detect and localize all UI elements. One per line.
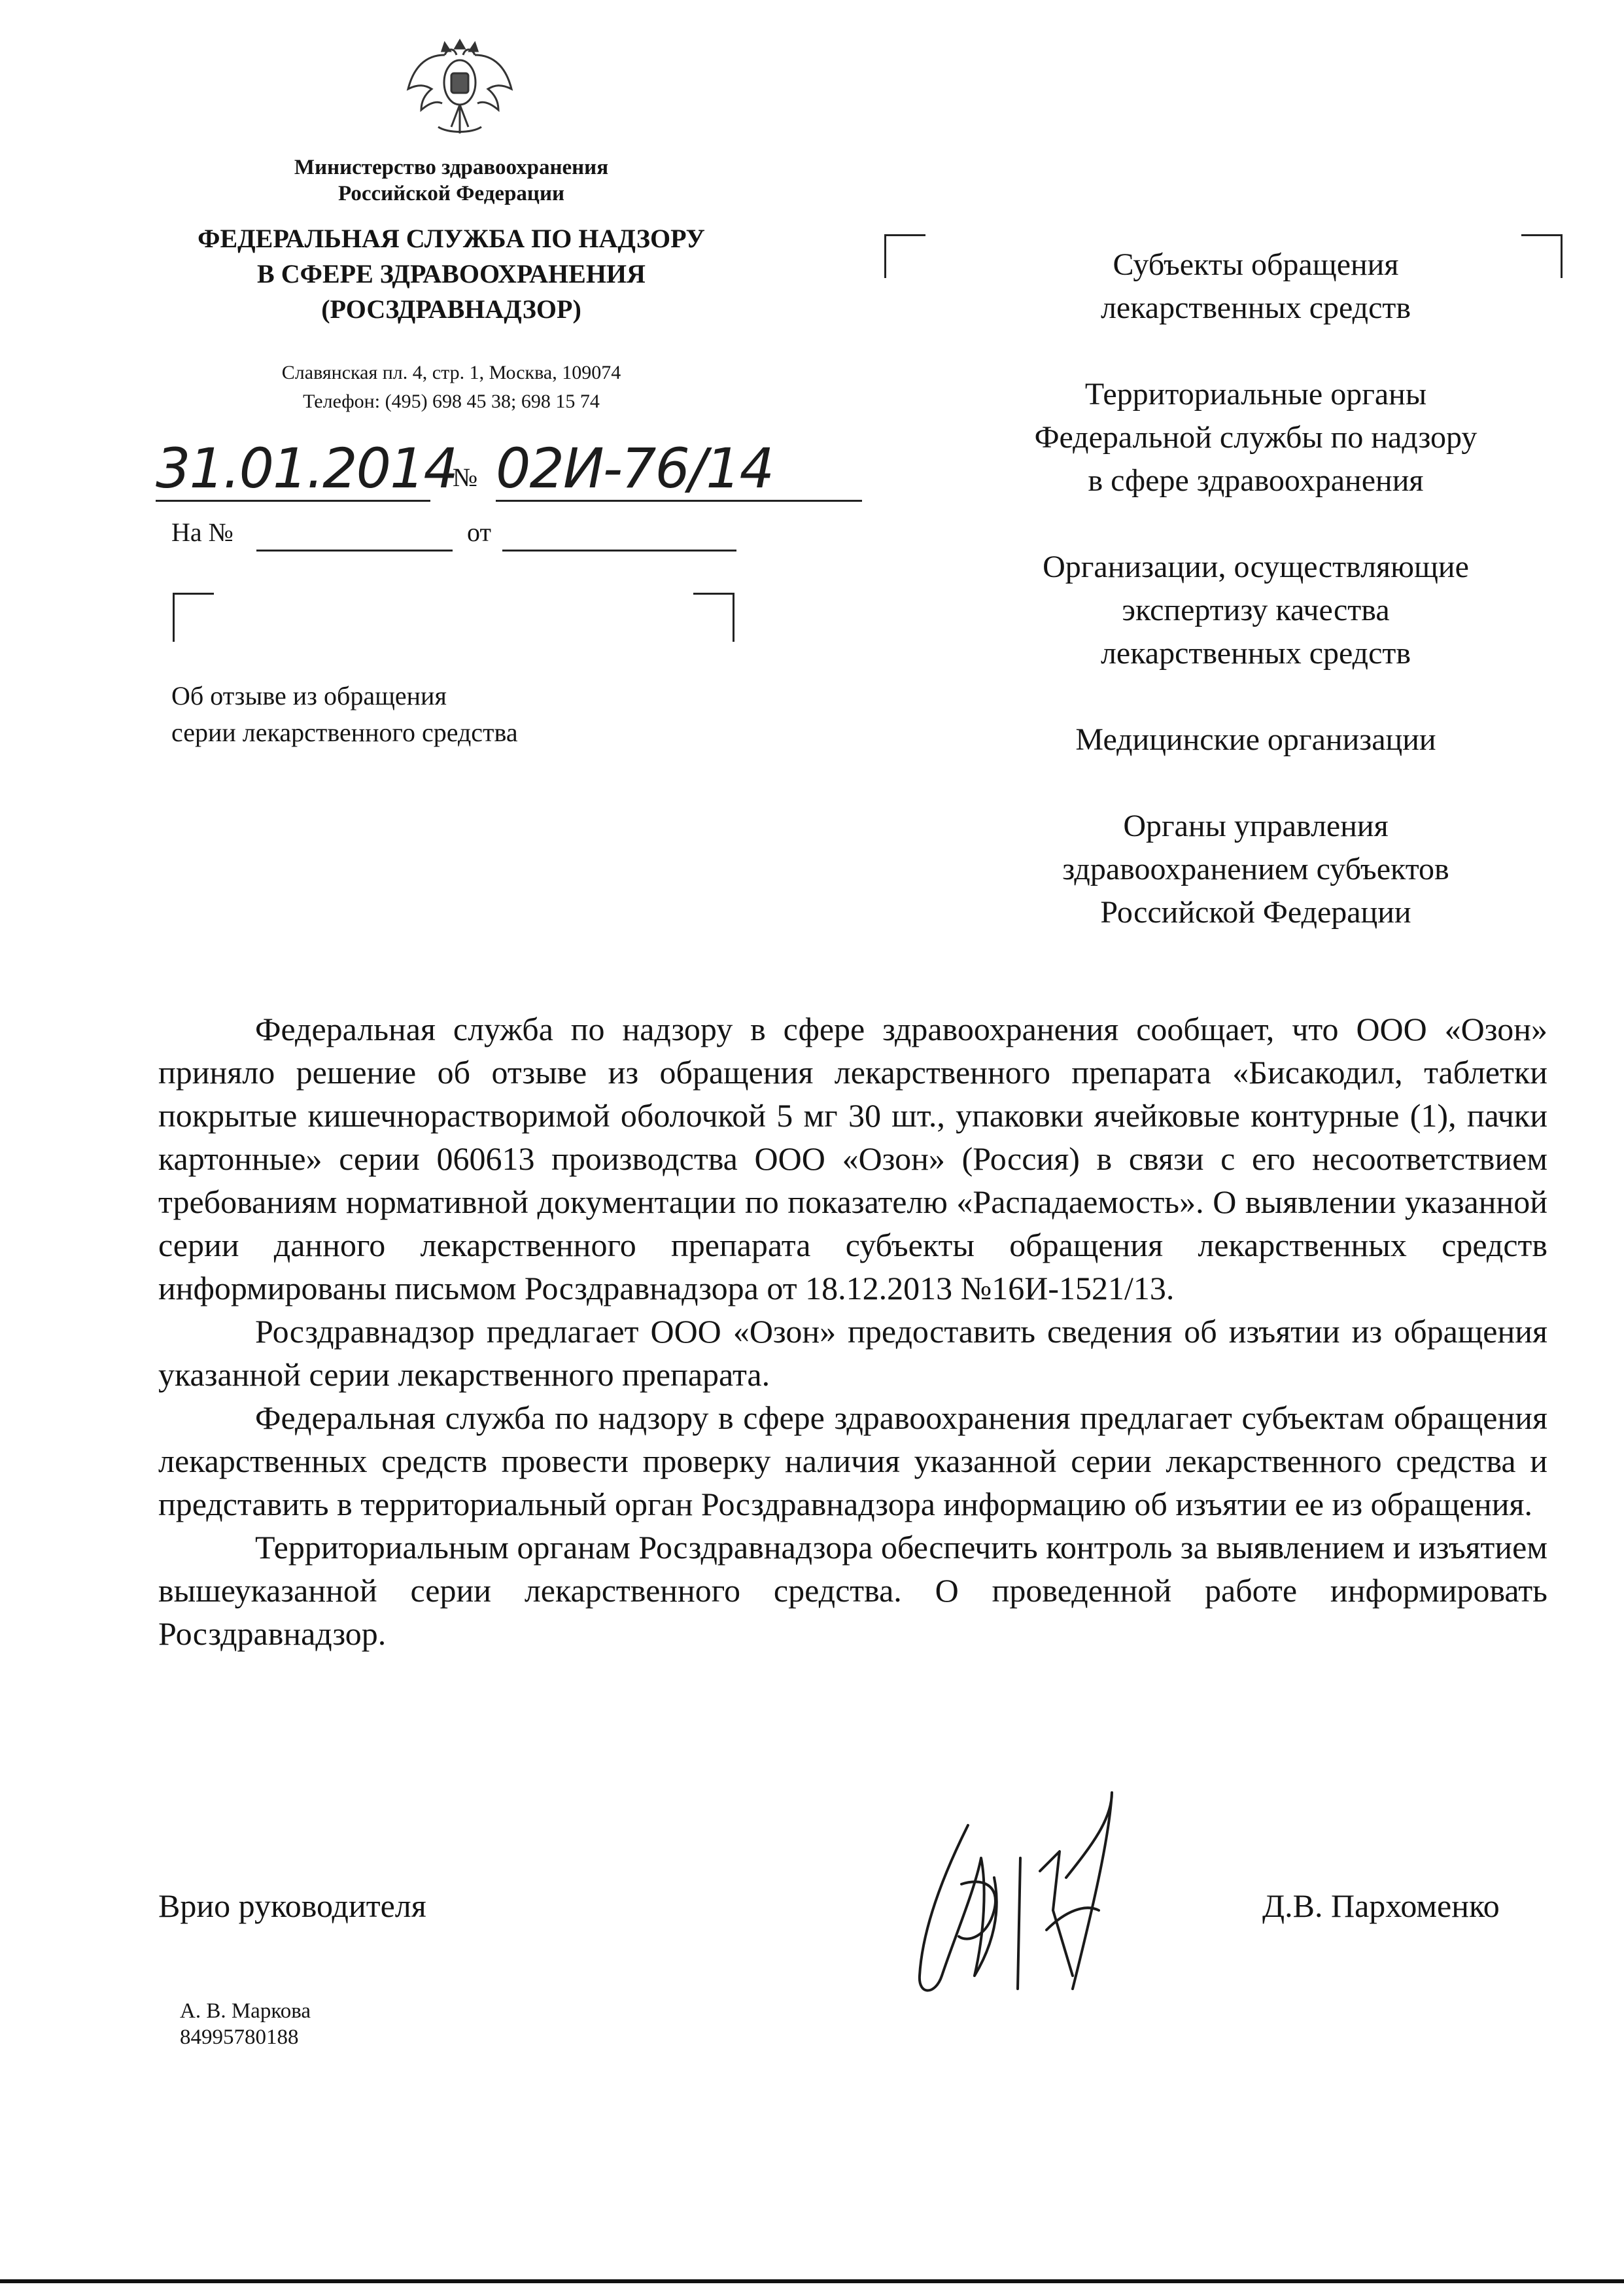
body-paragraph: Федеральная служба по надзору в сфере здравоохранения предлагает субъектам обращения лекарственных средств провести проверку наличия указанной серии лекарственного средства и представить в территориальный орган Росздравнадзора информацию об изъятии ее из обращения. [158, 1399, 1547, 1522]
ministry-line: Российской Федерации [338, 182, 564, 205]
addressee-line: в сфере здравоохранения [1088, 463, 1424, 498]
addressee-line: здравоохранением субъектов [1062, 852, 1449, 886]
addressee-line: Медицинские организации [1075, 722, 1436, 757]
ministry-name [131, 154, 772, 207]
number-sign: № [453, 463, 478, 492]
signer-title: Врио руководителя [158, 1887, 426, 1924]
address: Славянская пл. 4, стр. 1, Москва, 109074 [281, 362, 621, 383]
reply-reference-line [171, 517, 491, 553]
handwritten-number: 02И-76/14 [496, 437, 862, 502]
signer-name: Д.В. Пархоменко [1262, 1887, 1500, 1924]
addressee [955, 546, 1557, 675]
addressee [955, 718, 1557, 762]
body-paragraph: Федеральная служба по надзору в сфере здравоохранения сообщает, что ООО «Озон» приняло решение об отзыве из обращения лекарственного препарата «Бисакодил, таблетки покрытые кишечнорастворимой оболочкой 5 мг 30 шт., упаковки ячейковые контурные (1), пачки картонные» серии 060613 производства ООО «Озон» (Россия) в связи с его несоответствием требованиям нормативной документации по показателю «Распадаемость». О выявлении указанной серии данного лекарственного препарата субъекты обращения лекарственных средств информированы письмом Росздравнадзора от 18.12.2013 №16И-1521/13. [158, 1011, 1547, 1306]
addressee [955, 243, 1557, 330]
addressee-line: лекарственных средств [1100, 290, 1411, 325]
corner-mark [693, 593, 734, 642]
addressee [955, 373, 1557, 502]
addressee-line: Субъекты обращения [1113, 247, 1399, 282]
phone: Телефон: (495) 698 45 38; 698 15 74 [303, 391, 600, 412]
letter-body [158, 1007, 1547, 1655]
addressee-list [955, 243, 1557, 934]
addressee-line: Территориальные органы [1084, 377, 1427, 412]
body-paragraph: Росздравнадзор предлагает ООО «Озон» предоставить сведения об изъятии из обращения указанной серии лекарственного препарата. [158, 1313, 1547, 1393]
registration-line [156, 437, 849, 509]
handwritten-signature [896, 1779, 1132, 2028]
corner-mark [884, 234, 925, 278]
addressee-line: Российской Федерации [1100, 895, 1411, 930]
reply-number-blank [256, 517, 453, 552]
body-paragraph: Территориальным органам Росздравнадзора обеспечить контроль за выявлением и изъятием вышеуказанной серии лекарственного средства. О проведенной работе информировать Росздравнадзор. [158, 1529, 1547, 1652]
addressee-line: лекарственных средств [1100, 636, 1411, 671]
service-line: (РОСЗДРАВНАДЗОР) [321, 294, 581, 324]
scan-edge-line [0, 2279, 1624, 2283]
service-line: В СФЕРЕ ЗДРАВООХРАНЕНИЯ [257, 259, 646, 289]
handwritten-date: 31.01.2014 [156, 436, 457, 500]
subject-line: серии лекарственного средства [171, 718, 518, 747]
reply-to-label: На № [171, 517, 233, 547]
addressee [955, 805, 1557, 934]
coat-of-arms-icon [399, 29, 521, 148]
performer-info [180, 1998, 311, 2050]
addressee-line: Организации, осуществляющие [1043, 550, 1469, 584]
performer-name: А. В. Маркова [180, 1999, 311, 2023]
corner-mark [173, 593, 214, 642]
performer-phone: 84995780188 [180, 2025, 299, 2049]
service-name [131, 221, 772, 327]
addressee-line: экспертизу качества [1122, 593, 1390, 627]
addressee-line: Федеральной службы по надзору [1034, 420, 1477, 455]
addressee-line: Органы управления [1123, 809, 1389, 843]
ministry-line: Министерство здравоохранения [294, 156, 609, 179]
letter-subject [171, 678, 695, 751]
service-line: ФЕДЕРАЛЬНАЯ СЛУЖБА ПО НАДЗОРУ [198, 224, 705, 253]
subject-line: Об отзыве из обращения [171, 681, 447, 710]
from-label: от [467, 517, 491, 547]
reply-date-blank [502, 517, 736, 552]
